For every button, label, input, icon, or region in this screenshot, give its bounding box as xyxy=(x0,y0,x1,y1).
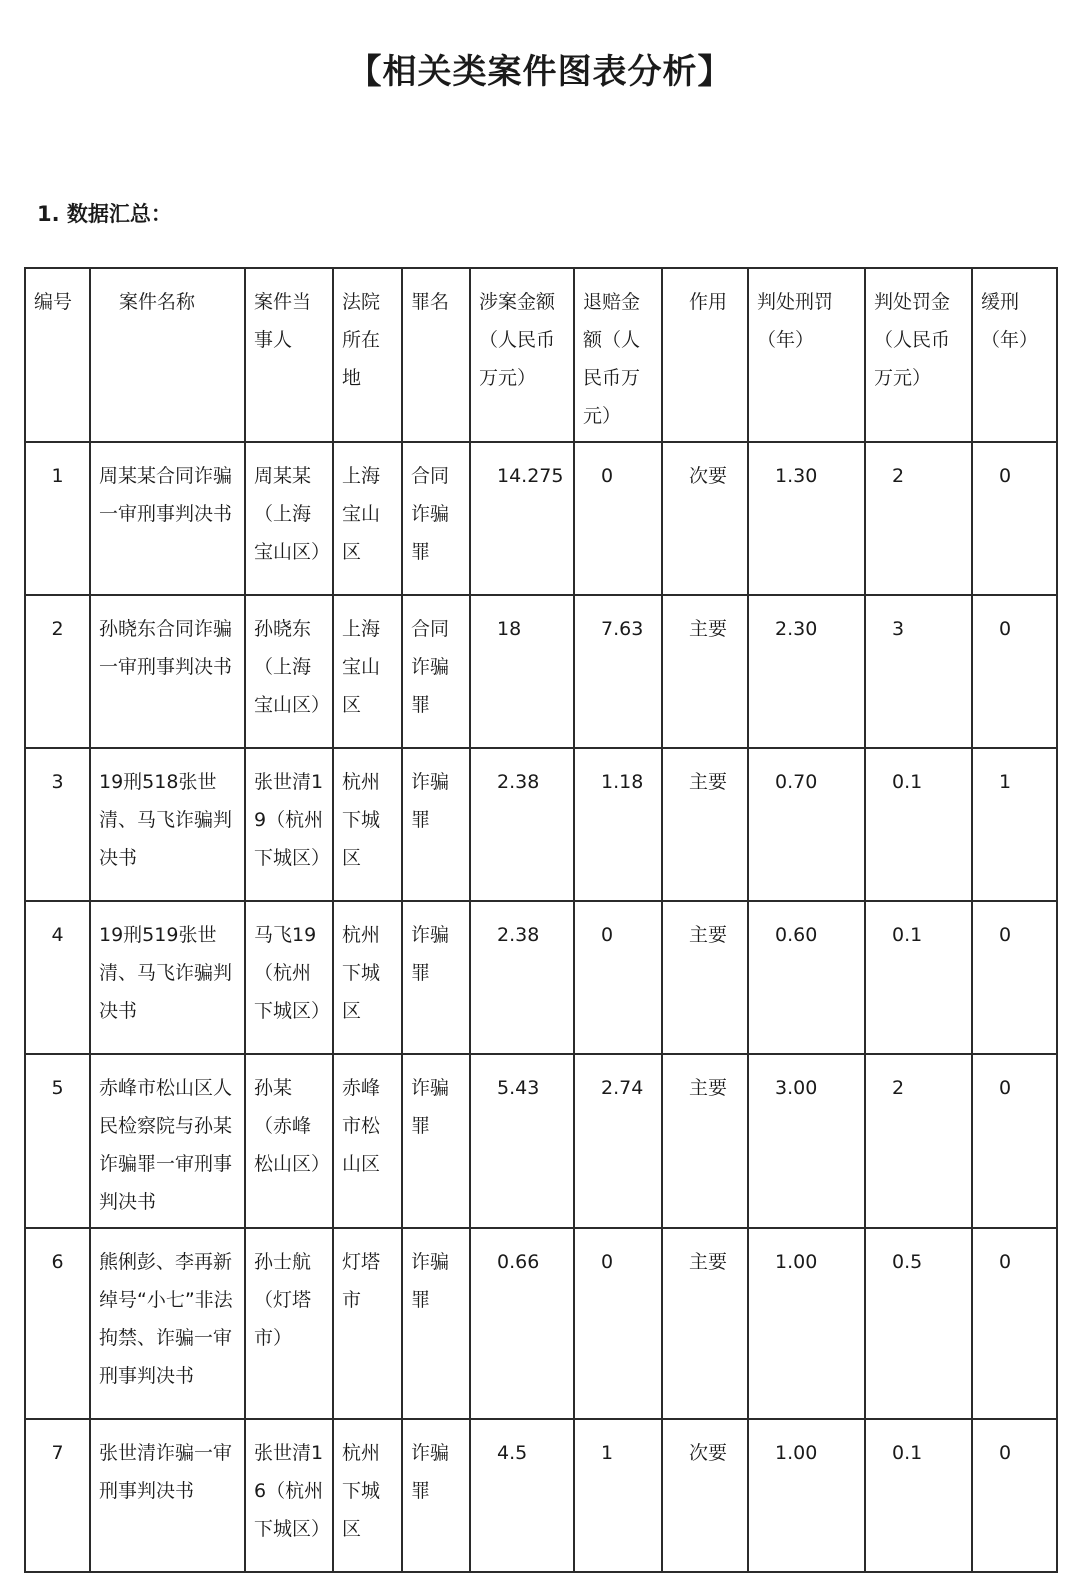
cell-probation: 0 xyxy=(972,1419,1057,1572)
cell-role: 主要 xyxy=(662,595,748,748)
cell-case-name: 周某某合同诈骗一审刑事判决书 xyxy=(90,442,245,595)
cell-refund: 0 xyxy=(574,901,662,1054)
cell-probation: 1 xyxy=(972,748,1057,901)
cell-role: 主要 xyxy=(662,748,748,901)
cell-court-location: 杭州下城区 xyxy=(333,1419,402,1572)
cell-role: 次要 xyxy=(662,442,748,595)
cell-refund: 7.63 xyxy=(574,595,662,748)
cell-role: 主要 xyxy=(662,1228,748,1419)
header-cell: 案件当事人 xyxy=(245,268,333,442)
cell-case-name: 赤峰市松山区人民检察院与孙某诈骗罪一审刑事判决书 xyxy=(90,1054,245,1228)
document-title: 【相关类案件图表分析】 xyxy=(347,52,733,92)
header-cell: 退赔金额（人民币万元） xyxy=(574,268,662,442)
cell-court-location: 灯塔市 xyxy=(333,1228,402,1419)
case-data-table xyxy=(24,267,1058,1573)
cell-party: 孙士航（灯塔市） xyxy=(245,1228,333,1419)
cell-number: 7 xyxy=(25,1419,90,1572)
cell-number: 2 xyxy=(25,595,90,748)
header-cell: 涉案金额（人民币万元） xyxy=(470,268,574,442)
cell-number: 4 xyxy=(25,901,90,1054)
cell-amount: 5.43 xyxy=(470,1054,574,1228)
cell-number: 6 xyxy=(25,1228,90,1419)
header-cell: 法院所在地 xyxy=(333,268,402,442)
cell-role: 主要 xyxy=(662,901,748,1054)
header-cell: 判处刑罚（年） xyxy=(748,268,865,442)
table-row xyxy=(25,1054,1057,1228)
cell-fine: 0.1 xyxy=(865,901,972,1054)
cell-number: 3 xyxy=(25,748,90,901)
cell-charge: 诈骗罪 xyxy=(402,748,470,901)
cell-role: 次要 xyxy=(662,1419,748,1572)
cell-case-name: 熊俐彭、李再新绰号“小七”非法拘禁、诈骗一审刑事判决书 xyxy=(90,1228,245,1419)
cell-fine: 2 xyxy=(865,442,972,595)
cell-party: 马飞19（杭州下城区） xyxy=(245,901,333,1054)
cell-number: 1 xyxy=(25,442,90,595)
cell-probation: 0 xyxy=(972,442,1057,595)
table-row xyxy=(25,442,1057,595)
cell-court-location: 杭州下城区 xyxy=(333,901,402,1054)
cell-amount: 2.38 xyxy=(470,748,574,901)
cell-refund: 2.74 xyxy=(574,1054,662,1228)
section-heading: 1. 数据汇总： xyxy=(37,202,172,226)
cell-sentence: 3.00 xyxy=(748,1054,865,1228)
table-header-row xyxy=(25,268,1057,442)
cell-party: 张世清16（杭州下城区） xyxy=(245,1419,333,1572)
cell-probation: 0 xyxy=(972,595,1057,748)
cell-sentence: 0.70 xyxy=(748,748,865,901)
cell-charge: 诈骗罪 xyxy=(402,901,470,1054)
cell-number: 5 xyxy=(25,1054,90,1228)
table-row xyxy=(25,595,1057,748)
cell-charge: 诈骗罪 xyxy=(402,1228,470,1419)
cell-refund: 0 xyxy=(574,442,662,595)
cell-sentence: 2.30 xyxy=(748,595,865,748)
cell-party: 张世清19（杭州下城区） xyxy=(245,748,333,901)
header-cell: 缓刑（年） xyxy=(972,268,1057,442)
cell-court-location: 杭州下城区 xyxy=(333,748,402,901)
cell-charge: 合同诈骗罪 xyxy=(402,442,470,595)
cell-amount: 18 xyxy=(470,595,574,748)
cell-case-name: 19刑518张世清、马飞诈骗判决书 xyxy=(90,748,245,901)
cell-court-location: 上海宝山区 xyxy=(333,595,402,748)
cell-court-location: 赤峰市松山区 xyxy=(333,1054,402,1228)
cell-amount: 4.5 xyxy=(470,1419,574,1572)
cell-sentence: 1.00 xyxy=(748,1228,865,1419)
cell-party: 孙某（赤峰松山区） xyxy=(245,1054,333,1228)
cell-sentence: 1.30 xyxy=(748,442,865,595)
cell-case-name: 张世清诈骗一审刑事判决书 xyxy=(90,1419,245,1572)
header-cell: 编号 xyxy=(25,268,90,442)
table-row xyxy=(25,901,1057,1054)
table-row xyxy=(25,1419,1057,1572)
table-row xyxy=(25,1228,1057,1419)
cell-probation: 0 xyxy=(972,901,1057,1054)
cell-charge: 合同诈骗罪 xyxy=(402,595,470,748)
header-cell: 判处罚金（人民币万元） xyxy=(865,268,972,442)
cell-party: 周某某（上海宝山区） xyxy=(245,442,333,595)
cell-refund: 1.18 xyxy=(574,748,662,901)
table-row xyxy=(25,748,1057,901)
cell-fine: 3 xyxy=(865,595,972,748)
cell-sentence: 1.00 xyxy=(748,1419,865,1572)
cell-fine: 2 xyxy=(865,1054,972,1228)
cell-party: 孙晓东（上海宝山区） xyxy=(245,595,333,748)
cell-refund: 0 xyxy=(574,1228,662,1419)
cell-probation: 0 xyxy=(972,1054,1057,1228)
header-cell: 案件名称 xyxy=(90,268,245,442)
cell-court-location: 上海宝山区 xyxy=(333,442,402,595)
cell-amount: 14.275 xyxy=(470,442,574,595)
cell-probation: 0 xyxy=(972,1228,1057,1419)
cell-case-name: 19刑519张世清、马飞诈骗判决书 xyxy=(90,901,245,1054)
cell-charge: 诈骗罪 xyxy=(402,1419,470,1572)
cell-refund: 1 xyxy=(574,1419,662,1572)
cell-case-name: 孙晓东合同诈骗一审刑事判决书 xyxy=(90,595,245,748)
cell-fine: 0.1 xyxy=(865,1419,972,1572)
cell-charge: 诈骗罪 xyxy=(402,1054,470,1228)
cell-amount: 0.66 xyxy=(470,1228,574,1419)
cell-sentence: 0.60 xyxy=(748,901,865,1054)
header-cell: 罪名 xyxy=(402,268,470,442)
header-cell: 作用 xyxy=(662,268,748,442)
cell-fine: 0.1 xyxy=(865,748,972,901)
cell-fine: 0.5 xyxy=(865,1228,972,1419)
cell-amount: 2.38 xyxy=(470,901,574,1054)
cell-role: 主要 xyxy=(662,1054,748,1228)
